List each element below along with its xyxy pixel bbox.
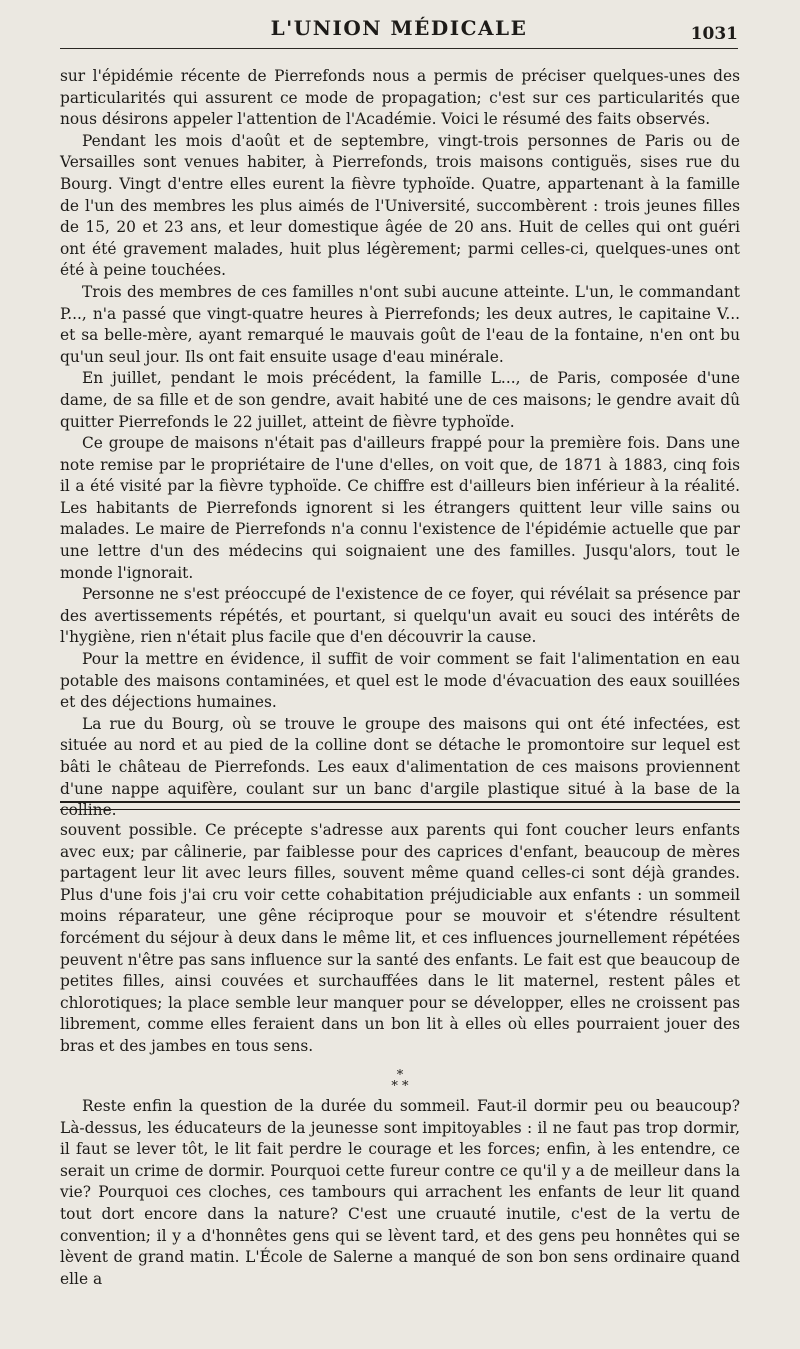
article-middle-section: [60, 820, 740, 1058]
asterism: [0, 1070, 800, 1092]
paragraph: Pour la mettre en évidence, il suffit de voir comment se fait l'alimentation en eau potable des maisons contaminées, et quel est le mode d'évacuation des eaux souillées et des déjections humaines.: [60, 650, 740, 712]
paragraph: La rue du Bourg, où se trouve le groupe des maisons qui ont été infectées, est située au nord et au pied de la colline dont se détache le promontoire sur lequel est bâti le château de Pierrefonds. Les eaux d'alimentation de ces maisons proviennent d'une nappe aquifère, coulant sur un banc d'argile plastique situé à la base de la colline.: [60, 714, 740, 820]
header-rule: [60, 48, 738, 49]
article-bottom-section: [60, 1096, 740, 1290]
paragraph: Personne ne s'est préoccupé de l'existence de ce foyer, qui révélait sa présence par des avertissements répétés, et pourtant, si quelqu'un avait eu souci des intérêts de l'hygiène, rien n'était plus facile que d'en découvrir la cause.: [60, 585, 740, 647]
paragraph: Ce groupe de maisons n'était pas d'ailleurs frappé pour la première fois. Dans une note remise par le propriétaire de l'une d'elles, on voit que, de 1871 à 1883, cinq fois il a été visité par la fièvre typhoïde. Ce chiffre est d'ailleurs bien inférieur à la réalité. Les habitants de Pierrefonds ignorent si les étrangers quittent leur ville sains ou malades. Le maire de Pierrefonds n'a connu l'existence de l'épidémie actuelle que par une lettre d'un des médecins qui soignaient une des familles. Jusqu'alors, tout le monde l'ignorait.: [60, 434, 740, 582]
paragraph: En juillet, pendant le mois précédent, la famille L..., de Paris, composée d'une dame, de sa fille et de son gendre, avait habité une de ces maisons; le gendre avait dû quitter Pierrefonds le 22 juillet, atteint de fièvre typhoïde.: [60, 369, 740, 431]
page-header: [60, 14, 738, 52]
paragraph: sur l'épidémie récente de Pierrefonds nous a permis de préciser quelques-unes des particularités qui assurent ce mode de propagation; c'est sur ces particularités que nous désirons appeler l'attention de l'Académie. Voici le résumé des faits observés.: [60, 67, 740, 129]
page-number: 1031: [690, 24, 738, 44]
paragraph: Pendant les mois d'août et de septembre, vingt-trois personnes de Paris ou de Versailles sont venues habiter, à Pierrefonds, trois maisons contiguës, sises rue du Bourg. Vingt d'entre elles eurent la fièvre typhoïde. Quatre, appartenant à la famille de l'un des membres les plus aimés de l'Université, succombèrent : trois jeunes filles de 15, 20 et 23 ans, et leur domestique âgée de 20 ans. Huit de celles qui ont guéri ont été gravement malades, huit plus légèrement; parmi celles-ci, quelques-unes ont été à peine touchées.: [60, 131, 740, 280]
section-divider: [60, 801, 740, 810]
asterism-mark: * * *: [391, 1068, 409, 1094]
paragraph: Trois des membres de ces familles n'ont subi aucune atteinte. L'un, le commandant P..., n'a passé que vingt-quatre heures à Pierrefonds; les deux autres, le capitaine V... et sa belle-mère, ayant remarqué le mauvais goût de l'eau de la fontaine, n'en ont bu qu'un seul jour. Ils ont fait ensuite usage d'eau minérale.: [60, 282, 740, 366]
article-top-section: [60, 66, 740, 822]
paragraph: souvent possible. Ce précepte s'adresse aux parents qui font coucher leurs enfants avec eux; par câlinerie, par faiblesse pour des caprices d'enfant, beaucoup de mères partagent leur lit avec leurs filles, souvent même quand celles-ci sont déjà grandes. Plus d'une fois j'ai cru voir cette cohabitation préjudiciable aux enfants : un sommeil moins réparateur, une gêne réciproque pour se mouvoir et s'étendre résultent forcément du séjour à deux dans le même lit, et ces influences journellement répétées peuvent n'être pas sans influence sur la santé des enfants. Le fait est que beaucoup de petites filles, ainsi couvées et surchauffées dans le lit maternel, restent pâles et chlorotiques; la place semble leur manquer pour se développer, elles ne croissent pas librement, comme elles feraient dans un bon lit à elles où elles pourraient jouer des bras et des jambes en tous sens.: [60, 821, 740, 1055]
journal-title: L'UNION MÉDICALE: [270, 16, 528, 40]
paragraph: Reste enfin la question de la durée du sommeil. Faut-il dormir peu ou beaucoup? Là-dessus, les éducateurs de la jeunesse sont impitoyables : il ne faut pas trop dormir, il faut se lever tôt, le lit fait perdre le courage et les forces; enfin, à les entendre, ce serait un crime de dormir. Pourquoi cette fureur contre ce qu'il y a de meilleur dans la vie? Pourquoi ces cloches, ces tambours qui arrachent les enfants de leur lit quand tout dort encore dans la nature? C'est une cruauté inutile, c'est de la vertu de convention; il y a d'honnêtes gens qui se lèvent tard, et des gens peu honnêtes qui se lèvent de grand matin. L'École de Salerne a manqué de son bon sens ordinaire quand elle a: [60, 1097, 740, 1288]
